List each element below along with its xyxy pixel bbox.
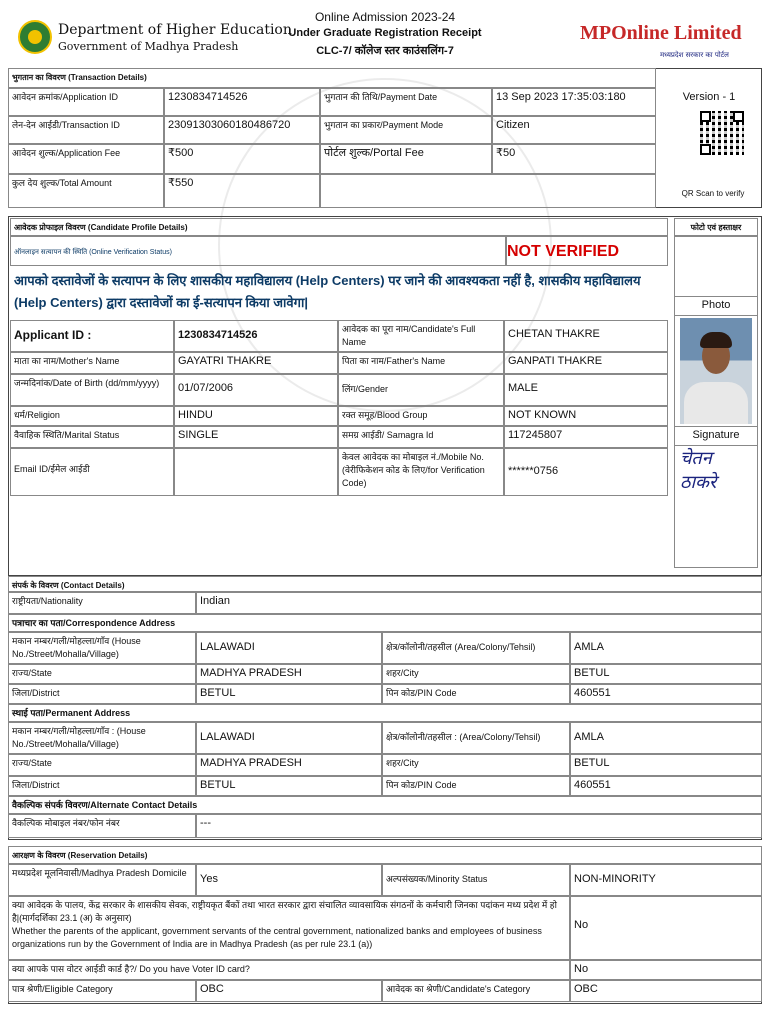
txn-id-label: लेन-देन आईडी/Transaction ID <box>8 116 164 144</box>
empty-cell <box>320 174 656 208</box>
dept-name: Department of Higher Education <box>58 22 292 38</box>
perm-area-label: क्षेत्र/कॉलोनी/तहसील : (Area/Colony/Tehsil) <box>382 722 570 754</box>
contact-section-title: संपर्क के विवरण (Contact Details) <box>8 576 762 592</box>
qr-finder-icon <box>733 111 744 122</box>
parent-question <box>8 896 570 960</box>
app-fee-label: आवेदन शुल्क/Application Fee <box>8 144 164 174</box>
verification-notice: आपको दस्तावेजों के सत्यापन के लिए शासकीय महाविद्यालय (Help Centers) पर जाने की आवश्यकता नहीं है, शासकीय महाविद्यालय (Help Centers) द्वारा दस्तावेजों का ई-सत्यापन किया जावेगा| <box>14 273 641 310</box>
city-value: BETUL <box>570 664 762 684</box>
govt-name: Government of Madhya Pradesh <box>58 40 239 53</box>
perm-state-value: MADHYA PRADESH <box>196 754 382 776</box>
eligible-value: OBC <box>196 980 382 1002</box>
correspondence-title: पत्राचार का पता/Correspondence Address <box>8 614 762 632</box>
mobile-label: केवल आवेदक का मोबाइल नं./Mobile No.(वेरीफिकेशन कोड के लिए/for Verification Code) <box>338 448 504 496</box>
permanent-title: स्थाई पता/Permanent Address <box>8 704 762 722</box>
mponline-logo: MPOnline Limited <box>580 22 742 44</box>
mother-name-label: माता का नाम/Mother's Name <box>10 352 174 374</box>
full-name-value: CHETAN THAKRE <box>504 320 668 352</box>
perm-state-label: राज्य/State <box>8 754 196 776</box>
mobile-value: ******0756 <box>504 448 668 496</box>
gender-value: MALE <box>504 374 668 406</box>
alternate-title: वैकल्पिक संपर्क विवरण/Alternate Contact Details <box>8 796 762 814</box>
verify-status-label: ऑनलाइन सत्यापन की स्थिति (Online Verification Status) <box>10 236 506 266</box>
alt-mobile-label: वैकल्पिक मोबाइल नंबर/फोन नंबर <box>8 814 196 838</box>
religion-value: HINDU <box>174 406 338 426</box>
payment-date-value: 13 Sep 2023 17:35:03:180 <box>492 88 656 116</box>
district-label: जिला/District <box>8 684 196 704</box>
email-label: Email ID/ईमेल आईडी <box>10 448 174 496</box>
marital-label: वैवाहिक स्थिति/Marital Status <box>10 426 174 448</box>
father-name-value: GANPATI THAKRE <box>504 352 668 374</box>
samagra-label: समग्र आईडी/ Samagra Id <box>338 426 504 448</box>
dob-label: जन्मदिनांक/Date of Birth (dd/mm/yyyy) <box>10 374 174 406</box>
total-label: कुल देय शुल्क/Total Amount <box>8 174 164 208</box>
pin-value: 460551 <box>570 684 762 704</box>
payment-date-label: भुगतान की तिथि/Payment Date <box>320 88 492 116</box>
profile-section-title: आवेदक प्रोफाइल विवरण (Candidate Profile Details) <box>10 218 668 236</box>
portal-fee-value: ₹50 <box>492 144 656 174</box>
portal-fee-label: पोर्टल शुल्क/Portal Fee <box>320 144 492 174</box>
religion-label: धर्म/Religion <box>10 406 174 426</box>
qr-caption: QR Scan to verify <box>681 189 745 198</box>
total-value: ₹550 <box>164 174 320 208</box>
parent-question-hindi: क्या आवेदक के पालय, केंद्र सरकार के शासकीय सेवक, राष्ट्रीयकृत बैंकों तथा भारत सरकार द्वारा संचालित व्यावसायिक संगठनों के कर्मचारी जिनका पदांकन मध्य प्रदेश में हो है|(मार्गदर्शिका 23.1 (अ) के अनुसार) <box>12 900 557 923</box>
applicant-id-value: 1230834714526 <box>174 320 338 352</box>
payment-mode-value: Citizen <box>492 116 656 144</box>
dob-value: 01/07/2006 <box>174 374 338 406</box>
blood-group-value: NOT KNOWN <box>504 406 668 426</box>
eligible-label: पात्र श्रेणी/Eligible Category <box>8 980 196 1002</box>
nationality-value: Indian <box>196 592 762 614</box>
house-label: मकान नम्बर/गली/मोहल्ला/गाँव (House No./Street/Mohalla/Village) <box>8 632 196 664</box>
parent-question-english: Whether the parents of the applicant, government servants of the central government, nationalized banks and employees of business organizations run by the Government of India are in Madhya Pradesh (as per rule 23.1 (a)) <box>12 926 542 949</box>
qr-finder-icon <box>700 111 711 122</box>
app-fee-value: ₹500 <box>164 144 320 174</box>
mponline-tagline: मध्यप्रदेश सरकार का पोर्टल <box>660 51 729 59</box>
district-value: BETUL <box>196 684 382 704</box>
house-value: LALAWADI <box>196 632 382 664</box>
category-value: OBC <box>570 980 762 1002</box>
header-counselling: CLC-7/ कॉलेज स्तर काउंसलिंग-7 <box>316 45 454 57</box>
header-subtitle: Under Graduate Registration Receipt <box>288 27 482 39</box>
perm-district-label: जिला/District <box>8 776 196 796</box>
category-label: आवेदक का श्रेणी/Candidate's Category <box>382 980 570 1002</box>
txn-id-value: 23091303060180486720 <box>164 116 320 144</box>
area-value: AMLA <box>570 632 762 664</box>
app-id-label: आवेदन क्रमांक/Application ID <box>8 88 164 116</box>
alt-mobile-value: --- <box>196 814 762 838</box>
marital-value: SINGLE <box>174 426 338 448</box>
father-name-label: पिता का नाम/Father's Name <box>338 352 504 374</box>
applicant-id-label: Applicant ID : <box>10 320 174 352</box>
domicile-value: Yes <box>196 864 382 896</box>
state-value: MADHYA PRADESH <box>196 664 382 684</box>
parent-value: No <box>570 896 762 960</box>
minority-value: NON-MINORITY <box>570 864 762 896</box>
transaction-section-title: भुगतान का विवरण (Transaction Details) <box>8 68 656 88</box>
qr-finder-icon <box>700 144 711 155</box>
candidate-signature: चेतन ठाकरे <box>680 448 717 493</box>
voter-label: क्या आपके पास वोटर आईडी कार्ड है?/ Do you have Voter ID card? <box>8 960 570 980</box>
state-label: राज्य/State <box>8 664 196 684</box>
perm-district-value: BETUL <box>196 776 382 796</box>
reservation-section-title: आरक्षण के विवरण (Reservation Details) <box>8 846 762 864</box>
photo-section-title: फोटो एवं हस्ताक्षर <box>674 218 758 236</box>
perm-pin-label: पिन कोड/PIN Code <box>382 776 570 796</box>
nationality-label: राष्ट्रीयता/Nationality <box>8 592 196 614</box>
mother-name-value: GAYATRI THAKRE <box>174 352 338 374</box>
perm-house-label: मकान नम्बर/गली/मोहल्ला/गाँव : (House No./Street/Mohalla/Village) <box>8 722 196 754</box>
samagra-value: 117245807 <box>504 426 668 448</box>
version-label: Version - 1 <box>682 91 736 103</box>
area-label: क्षेत्र/कॉलोनी/तहसील (Area/Colony/Tehsil) <box>382 632 570 664</box>
gender-label: लिंग/Gender <box>338 374 504 406</box>
signature-caption: Signature <box>674 426 758 446</box>
city-label: शहर/City <box>382 664 570 684</box>
photo-caption: Photo <box>674 296 758 316</box>
voter-value: No <box>570 960 762 980</box>
perm-area-value: AMLA <box>570 722 762 754</box>
app-id-value: 1230834714526 <box>164 88 320 116</box>
payment-mode-label: भुगतान का प्रकार/Payment Mode <box>320 116 492 144</box>
page-header <box>0 0 768 68</box>
full-name-label: आवेदक का पूरा नाम/Candidate's Full Name <box>338 320 504 352</box>
perm-pin-value: 460551 <box>570 776 762 796</box>
dept-emblem-icon <box>18 20 52 54</box>
minority-label: अल्पसंख्यक/Minority Status <box>382 864 570 896</box>
perm-city-value: BETUL <box>570 754 762 776</box>
domicile-label: मध्यप्रदेश मूलनिवासी/Madhya Pradesh Domicile <box>8 864 196 896</box>
blood-group-label: रक्त समूह/Blood Group <box>338 406 504 426</box>
email-value <box>174 448 338 496</box>
qr-code-icon[interactable] <box>700 111 744 155</box>
candidate-photo <box>680 318 752 424</box>
perm-house-value: LALAWADI <box>196 722 382 754</box>
pin-label: पिन कोड/PIN Code <box>382 684 570 704</box>
perm-city-label: शहर/City <box>382 754 570 776</box>
header-title: Online Admission 2023-24 <box>314 10 456 24</box>
verify-status-value: NOT VERIFIED <box>507 243 620 260</box>
